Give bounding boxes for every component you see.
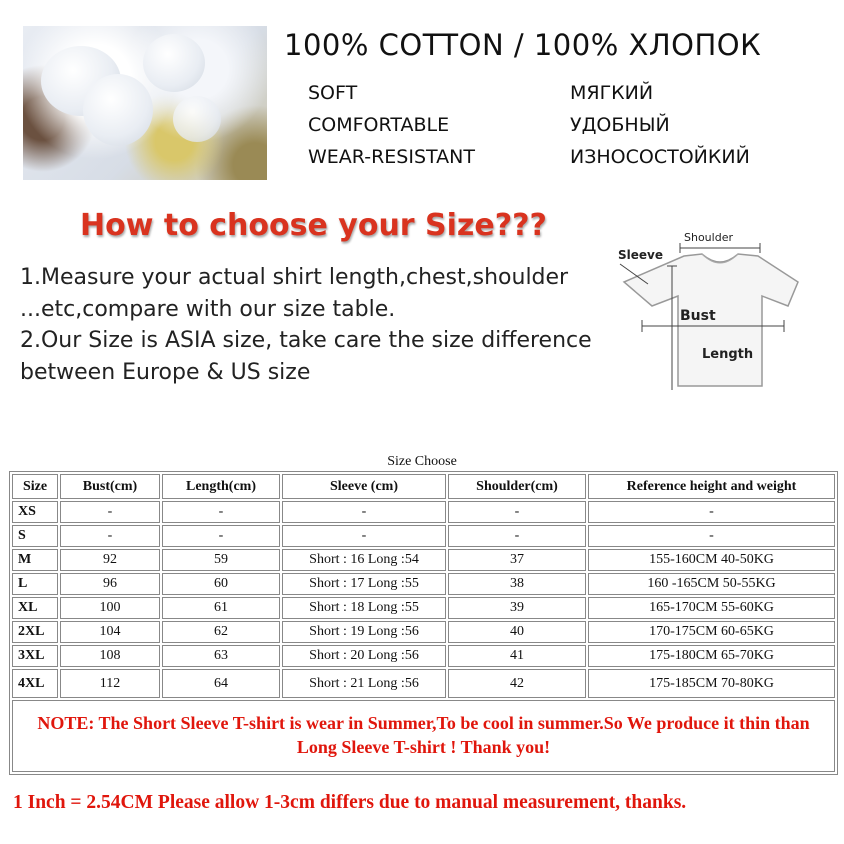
guide-line: 2.Our Size is ASIA size, take care the size difference — [20, 328, 592, 353]
reference-cell: - — [588, 501, 835, 523]
cotton-photo — [23, 26, 267, 180]
size-cell: XS — [12, 501, 58, 523]
reference-cell: 155-160CM 40-50KG — [588, 549, 835, 571]
sleeve-cell: Short : 17 Long :55 — [282, 573, 446, 595]
sleeve-cell: Short : 21 Long :56 — [282, 669, 446, 698]
length-cell: 62 — [162, 621, 280, 643]
column-header: Reference height and weight — [588, 474, 835, 499]
properties-en-list — [308, 77, 475, 173]
length-cell: 64 — [162, 669, 280, 698]
bust-cell: 92 — [60, 549, 160, 571]
properties-ru-list — [570, 77, 750, 173]
size-cell: L — [12, 573, 58, 595]
size-cell: XL — [12, 597, 58, 619]
shoulder-cell: 38 — [448, 573, 586, 595]
bust-cell: - — [60, 525, 160, 547]
sleeve-cell: Short : 20 Long :56 — [282, 645, 446, 667]
diagram-label-shoulder: Shoulder — [684, 231, 733, 244]
column-header: Sleeve (cm) — [282, 474, 446, 499]
note-text: NOTE: The Short Sleeve T-shirt is wear in Summer,To be cool in summer.So We produce it thin than Long Sleeve T-shirt ! Thank you! — [12, 700, 835, 772]
size-cell: M — [12, 549, 58, 571]
property-ru: УДОБНЫЙ — [570, 114, 670, 136]
length-cell: - — [162, 501, 280, 523]
material-headline: 100% COTTON / 100% ХЛОПОК — [284, 28, 762, 62]
bust-cell: 112 — [60, 669, 160, 698]
measurement-footer-note: 1 Inch = 2.54CM Please allow 1-3cm differs due to manual measurement, thanks. — [13, 792, 687, 813]
length-cell: 63 — [162, 645, 280, 667]
length-cell: 60 — [162, 573, 280, 595]
shoulder-cell: 41 — [448, 645, 586, 667]
sleeve-cell: - — [282, 525, 446, 547]
size-cell: 4XL — [12, 669, 58, 698]
bust-cell: 100 — [60, 597, 160, 619]
length-cell: 61 — [162, 597, 280, 619]
sleeve-cell: Short : 16 Long :54 — [282, 549, 446, 571]
guide-line: 1.Measure your actual shirt length,chest,shoulder — [20, 265, 569, 290]
shoulder-cell: 39 — [448, 597, 586, 619]
table-row — [12, 669, 835, 698]
size-table — [9, 471, 838, 775]
bust-cell: 108 — [60, 645, 160, 667]
property-en: WEAR-RESISTANT — [308, 146, 475, 168]
table-row — [12, 597, 835, 619]
diagram-label-sleeve: Sleeve — [618, 248, 663, 262]
property-ru: МЯГКИЙ — [570, 82, 654, 104]
sleeve-cell: Short : 19 Long :56 — [282, 621, 446, 643]
property-ru: ИЗНОСОСТОЙКИЙ — [570, 146, 750, 168]
shoulder-cell: 40 — [448, 621, 586, 643]
table-row — [12, 501, 835, 523]
reference-cell: 175-180CM 65-70KG — [588, 645, 835, 667]
table-header-row — [12, 474, 835, 499]
table-row — [12, 573, 835, 595]
sleeve-cell: - — [282, 501, 446, 523]
size-cell: 3XL — [12, 645, 58, 667]
column-header: Bust(cm) — [60, 474, 160, 499]
bust-cell: - — [60, 501, 160, 523]
table-row — [12, 549, 835, 571]
size-guide-steps — [20, 262, 592, 388]
size-guide-title: How to choose your Size??? — [80, 208, 547, 243]
column-header: Size — [12, 474, 58, 499]
guide-line: between Europe & US size — [20, 359, 311, 385]
bust-cell: 104 — [60, 621, 160, 643]
column-header: Shoulder(cm) — [448, 474, 586, 499]
reference-cell: - — [588, 525, 835, 547]
shoulder-cell: 42 — [448, 669, 586, 698]
sleeve-cell: Short : 18 Long :55 — [282, 597, 446, 619]
shirt-measurement-diagram — [612, 226, 810, 396]
table-row — [12, 645, 835, 667]
reference-cell: 160 -165CM 50-55KG — [588, 573, 835, 595]
note-row — [12, 700, 835, 772]
guide-line: ...etc,compare with our size table. — [20, 296, 396, 322]
table-row — [12, 525, 835, 547]
length-cell: - — [162, 525, 280, 547]
table-row — [12, 621, 835, 643]
reference-cell: 175-185CM 70-80KG — [588, 669, 835, 698]
size-cell: 2XL — [12, 621, 58, 643]
property-en: SOFT — [308, 82, 358, 104]
table-caption: Size Choose — [387, 454, 457, 469]
shoulder-cell: - — [448, 501, 586, 523]
diagram-label-length: Length — [702, 347, 754, 362]
property-en: COMFORTABLE — [308, 114, 450, 136]
column-header: Length(cm) — [162, 474, 280, 499]
size-cell: S — [12, 525, 58, 547]
shoulder-cell: - — [448, 525, 586, 547]
diagram-label-bust: Bust — [680, 308, 716, 324]
length-cell: 59 — [162, 549, 280, 571]
reference-cell: 170-175CM 60-65KG — [588, 621, 835, 643]
shoulder-cell: 37 — [448, 549, 586, 571]
reference-cell: 165-170CM 55-60KG — [588, 597, 835, 619]
bust-cell: 96 — [60, 573, 160, 595]
